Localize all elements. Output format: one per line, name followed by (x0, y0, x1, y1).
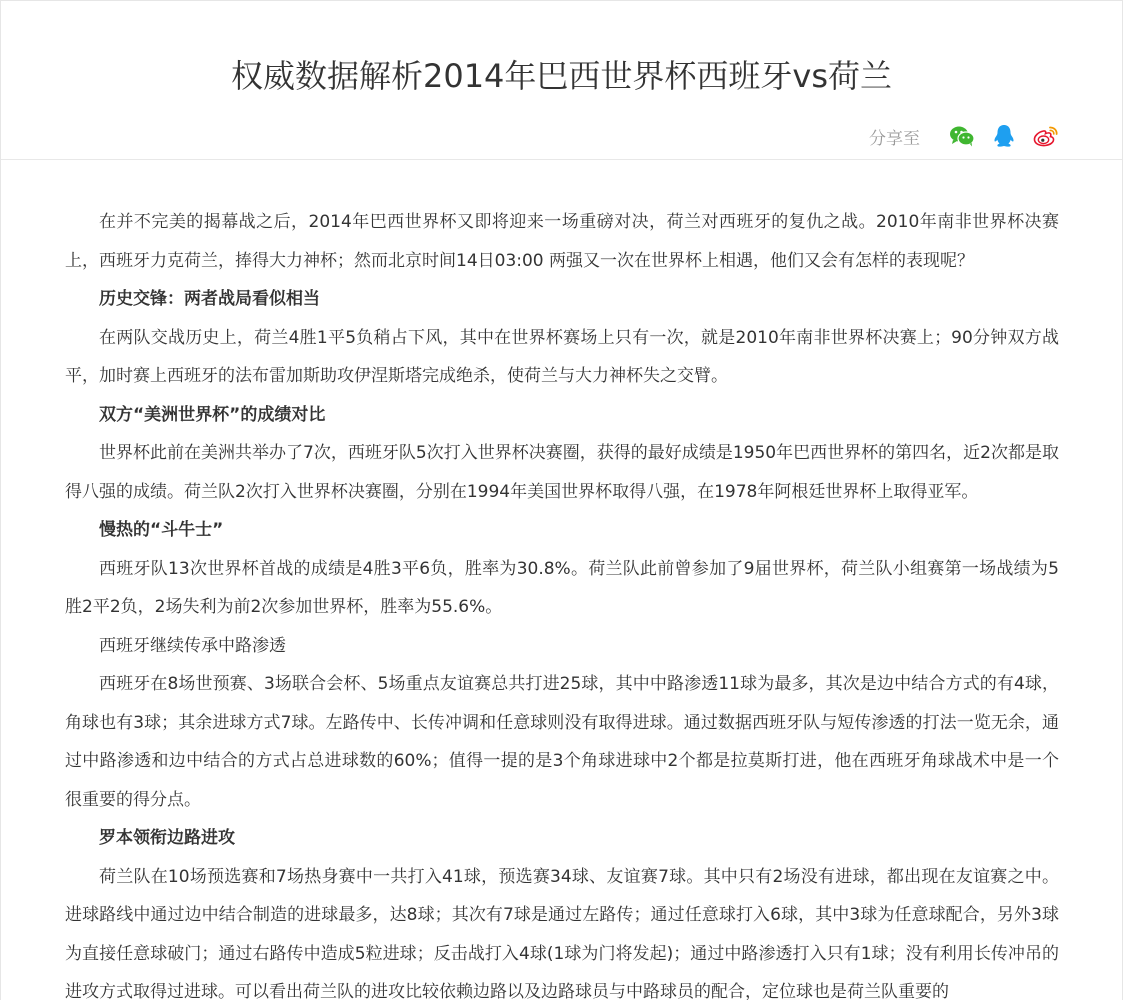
section-heading: 双方“美洲世界杯”的成绩对比 (99, 404, 326, 425)
page-title: 权威数据解析2014年巴西世界杯西班牙vs荷兰 (230, 57, 893, 95)
weibo-icon[interactable] (1032, 122, 1060, 150)
share-bar (869, 121, 1060, 151)
article-paragraph: 西班牙继续传承中路渗透 (99, 635, 286, 656)
article-paragraph: 在并不完美的揭幕战之后，2014年巴西世界杯又即将迎来一场重磅对决，荷兰对西班牙的复仇之战。2010年南非世界杯决赛上，西班牙力克荷兰，捧得大力神杯；然而北京时间14日03:00 两强又一次在世界杯上相遇，他们又会有怎样的表现呢？ (65, 212, 1059, 271)
article-body (1, 160, 1122, 1000)
article-header (1, 1, 1122, 160)
section-heading: 历史交锋：两者战局看似相当 (99, 289, 320, 309)
qq-icon[interactable] (990, 122, 1018, 150)
article-paragraph: 在两队交战历史上，荷兰4胜1平5负稍占下风，其中在世界杯赛场上只有一次，就是2010年南非世界杯决赛上；90分钟双方战平，加时赛上西班牙的法布雷加斯助攻伊涅斯塔完成绝杀，使荷兰与大力神杯失之交臂。 (65, 327, 1059, 386)
wechat-icon[interactable] (948, 122, 976, 150)
article-paragraph: 西班牙队13次世界杯首战的成绩是4胜3平6负，胜率为30.8%。荷兰队此前曾参加了9届世界杯，荷兰队小组赛第一场战绩为5胜2平2负，2场失利为前2次参加世界杯，胜率为55.6%。 (65, 558, 1059, 617)
article-paragraph: 荷兰队在10场预选赛和7场热身赛中一共打入41球，预选赛34球、友谊赛7球。其中只有2场没有进球，都出现在友谊赛之中。进球路线中通过边中结合制造的进球最多，达8球；其次有7球是通过左路传；通过任意球打入6球，其中3球为任意球配合，另外3球为直接任意球破门；通过右路传中造成5粒进球；反击战打入4球(1球为门将发起)；通过中路渗透打入只有1球；没有利用长传冲吊的进攻方式取得过进球。可以看出荷兰队的进攻比较依赖边路以及边路球员与中路球员的配合，定位球也是荷兰队重要的 (65, 866, 1059, 1000)
article-paragraph: 西班牙在8场世预赛、3场联合会杯、5场重点友谊赛总共打进25球，其中中路渗透11球为最多，其次是边中结合方式的有4球，角球也有3球；其余进球方式7球。左路传中、长传冲调和任意球则没有取得进球。通过数据西班牙队与短传渗透的打法一览无余，通过中路渗透和边中结合的方式占总进球数的60%；值得一提的是3个角球进球中2个都是拉莫斯打进，他在西班牙角球战术中是一个很重要的得分点。 (65, 674, 1059, 810)
share-label: 分享至 (869, 128, 920, 149)
section-heading: 罗本领衔边路进攻 (99, 828, 235, 848)
article-paragraph: 世界杯此前在美洲共举办了7次，西班牙队5次打入世界杯决赛圈，获得的最好成绩是1950年巴西世界杯的第四名，近2次都是取得八强的成绩。荷兰队2次打入世界杯决赛圈，分别在1994年美国世界杯取得八强，在1978年阿根廷世界杯上取得亚军。 (65, 443, 1059, 502)
section-heading: 慢热的“斗牛士” (99, 520, 224, 540)
